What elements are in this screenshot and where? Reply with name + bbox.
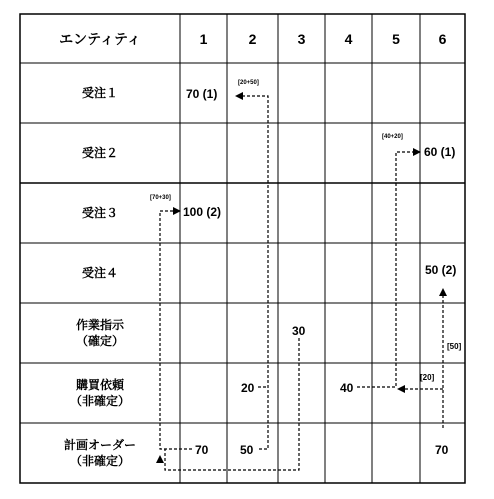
row-label-order2: 受注２ [81, 146, 118, 160]
header-period-4: 4 [344, 30, 353, 47]
pegging-arrow-purchase40-to-order2 [357, 152, 420, 387]
value-planned-period1: 70 [195, 443, 209, 457]
column-dividers [180, 14, 420, 483]
value-workorder-period3: 30 [292, 324, 306, 338]
annotation-qty-20: [20] [420, 373, 435, 382]
value-order1-period1: 70 (1) [186, 87, 218, 101]
header-period-3: 3 [297, 30, 306, 47]
value-purchase-period2: 20 [241, 381, 255, 395]
header-period-5: 5 [392, 30, 400, 47]
value-planned-period6: 70 [435, 443, 449, 457]
row-label-order3: 受注３ [81, 206, 118, 220]
row-label-order4: 受注４ [81, 266, 118, 280]
header-period-2: 2 [248, 30, 257, 47]
annotation-pegging-order1: [20+50] [238, 80, 259, 86]
header-period-6: 6 [438, 30, 447, 47]
header-entity: エンティティ [59, 30, 141, 47]
value-order3-period1: 100 (2) [183, 205, 222, 219]
value-order2-period6: 60 (1) [424, 145, 456, 159]
annotation-qty-50: [50] [447, 342, 462, 351]
value-order4-period6: 50 (2) [425, 263, 457, 277]
pegging-arrow-workorder30-loop [165, 338, 299, 470]
value-purchase-period4: 40 [340, 381, 354, 395]
value-planned-period2: 50 [240, 443, 254, 457]
annotation-pegging-order3: [70+30] [150, 195, 171, 201]
row-label-order1: 受注１ [81, 86, 118, 100]
row-label-purchase-request: 購買依頼 （非確定） [69, 378, 130, 408]
row-label-planned-order: 計画オーダー （非確定） [63, 438, 136, 468]
header-period-1: 1 [199, 30, 208, 47]
row-label-work-order: 作業指示 （確定） [75, 318, 124, 348]
annotation-pegging-order2: [40+20] [382, 134, 403, 140]
pegging-arrow-planned50-to-order1 [236, 96, 268, 449]
